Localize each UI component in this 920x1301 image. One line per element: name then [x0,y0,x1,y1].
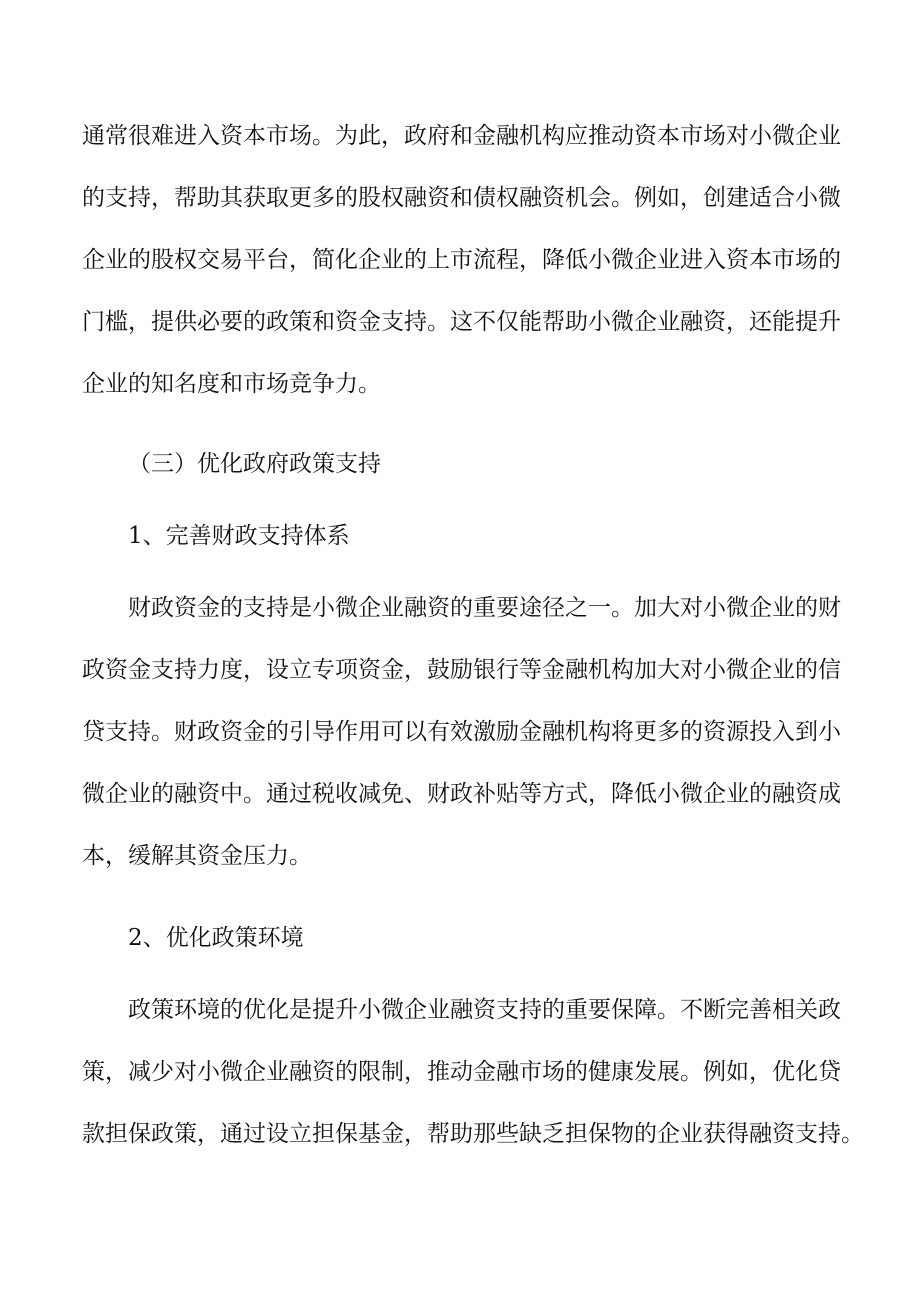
paragraph-line: 贷支持。财政资金的引导作用可以有效激励金融机构将更多的资源投入到小 [82,719,841,745]
paragraph-line: 财政资金的支持是小微企业融资的重要途径之一。加大对小微企业的财 [128,595,841,621]
paragraph-line: 微企业的融资中。通过税收减免、财政补贴等方式，降低小微企业的融资成 [82,781,841,807]
paragraph-line: 政策环境的优化是提升小微企业融资支持的重要保障。不断完善相关政 [128,997,841,1023]
paragraph-line: 款担保政策，通过设立担保基金，帮助那些缺乏担保物的企业获得融资支持。 [82,1121,864,1147]
subsection-heading: 1、完善财政支持体系 [128,523,350,549]
paragraph-line: 企业的股权交易平台，简化企业的上市流程，降低小微企业进入资本市场的 [82,247,841,273]
subsection-heading: 2、优化政策环境 [128,925,304,951]
paragraph-line: 本，缓解其资金压力。 [82,843,312,869]
paragraph-line: 门槛，提供必要的政策和资金支持。这不仅能帮助小微企业融资，还能提升 [82,309,841,335]
paragraph-line: 的支持，帮助其获取更多的股权融资和债权融资机会。例如，创建适合小微 [82,185,841,211]
section-heading: （三）优化政府政策支持 [128,451,381,477]
paragraph-line: 通常很难进入资本市场。为此，政府和金融机构应推动资本市场对小微企业 [82,123,841,149]
paragraph-line: 企业的知名度和市场竞争力。 [82,371,381,397]
paragraph-line: 政资金支持力度，设立专项资金，鼓励银行等金融机构加大对小微企业的信 [82,657,841,683]
paragraph-line: 策，减少对小微企业融资的限制，推动金融市场的健康发展。例如，优化贷 [82,1059,841,1085]
